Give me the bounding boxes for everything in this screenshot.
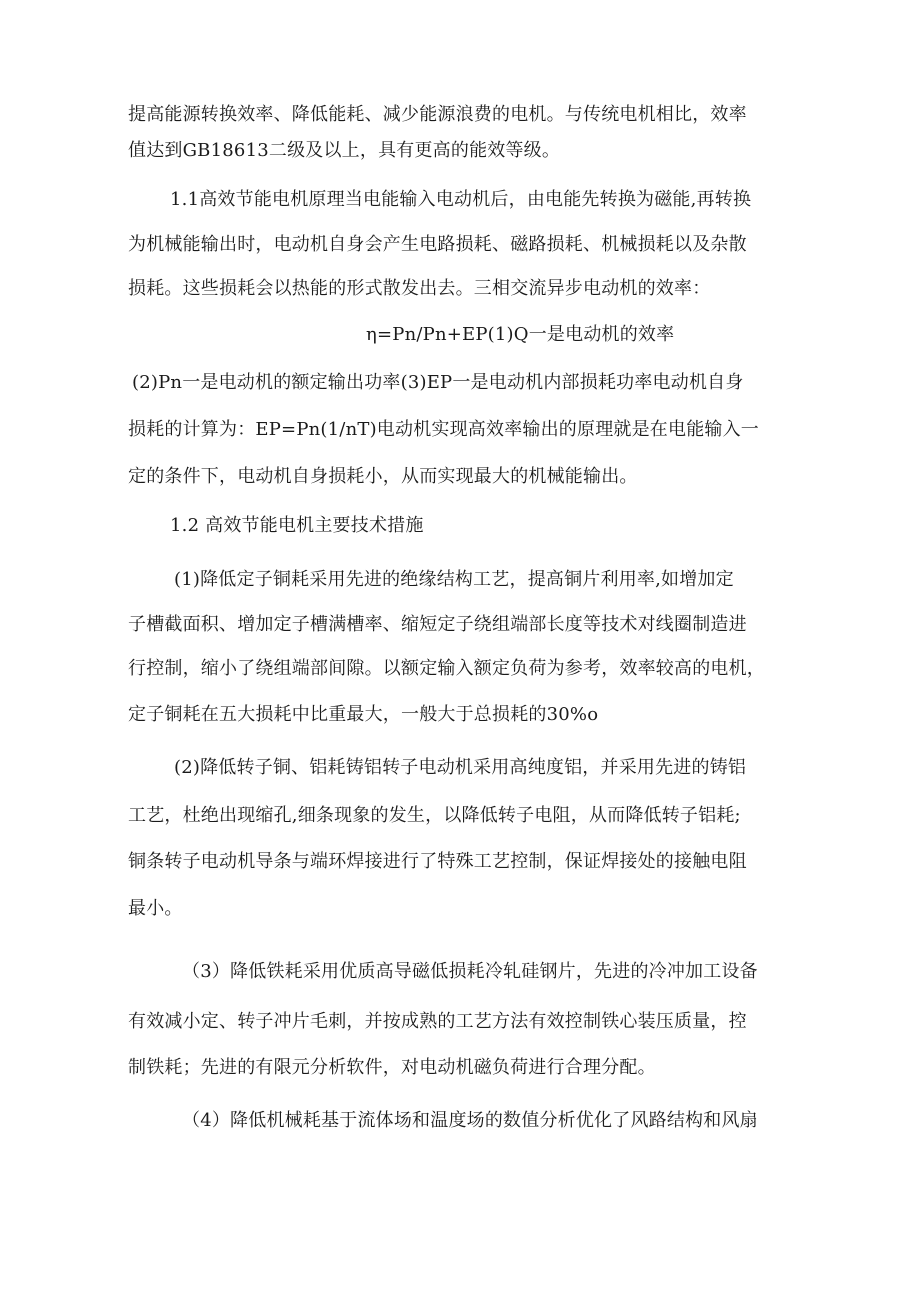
text-line: 子槽截面积、增加定子槽满槽率、缩短定子绕组端部长度等技术对线圈制造进 <box>128 614 747 635</box>
text-line: （4）降低机械耗基于流体场和温度场的数值分析优化了风路结构和风扇 <box>182 1110 758 1131</box>
text-line: （3）降低铁耗采用优质高导磁低损耗冷轧硅钢片，先进的冷冲加工设备 <box>182 961 758 982</box>
text-line: 值达到GB18613二级及以上，具有更高的能效等级。 <box>128 140 561 161</box>
section-heading-1-2: 1.2 高效节能电机主要技术措施 <box>170 515 424 536</box>
text-line: 行控制，缩小了绕组端部间隙。以额定输入额定负荷为参考，效率较高的电机， <box>128 658 765 679</box>
text-line: 制铁耗；先进的有限元分析软件，对电动机磁负荷进行合理分配。 <box>128 1057 656 1078</box>
text-line: 有效减小定、转子冲片毛刺，并按成熟的工艺方法有效控制铁心装压质量，控 <box>128 1011 747 1032</box>
text-line: (1)降低定子铜耗采用先进的绝缘结构工艺，提高铜片利用率,如增加定 <box>174 569 734 590</box>
text-line: 损耗的计算为：EP=Pn(1/nT)电动机实现高效率输出的原理就是在电能输入一 <box>128 419 759 440</box>
text-line: 最小。 <box>128 898 183 919</box>
text-line: 定的条件下，电动机自身损耗小，从而实现最大的机械能输出。 <box>128 466 638 487</box>
text-line: 定子铜耗在五大损耗中比重最大，一般大于总损耗的30%o <box>128 704 599 725</box>
section-heading-1-1: 1.1高效节能电机原理当电能输入电动机后，由电能先转换为磁能,再转换 <box>170 189 752 210</box>
text-line: 损耗。这些损耗会以热能的形式散发出去。三相交流异步电动机的效率： <box>128 278 711 299</box>
text-line: (2)Pn一是电动机的额定输出功率(3)EP一是电动机内部损耗功率电动机自身 <box>132 372 744 393</box>
formula-line: η=Pn/Pn+EP(1)Q一是电动机的效率 <box>366 324 675 345</box>
text-line: (2)降低转子铜、铝耗铸铝转子电动机采用高纯度铝，并采用先进的铸铝 <box>174 757 747 778</box>
text-line: 提高能源转换效率、降低能耗、减少能源浪费的电机。与传统电机相比，效率 <box>128 104 747 125</box>
text-line: 为机械能输出时，电动机自身会产生电路损耗、磁路损耗、机械损耗以及杂散 <box>128 234 747 255</box>
text-line: 工艺，杜绝出现缩孔,细条现象的发生，以降低转子电阻，从而降低转子铝耗; <box>128 805 741 826</box>
text-line: 铜条转子电动机导条与端环焊接进行了特殊工艺控制，保证焊接处的接触电阻 <box>128 851 747 872</box>
